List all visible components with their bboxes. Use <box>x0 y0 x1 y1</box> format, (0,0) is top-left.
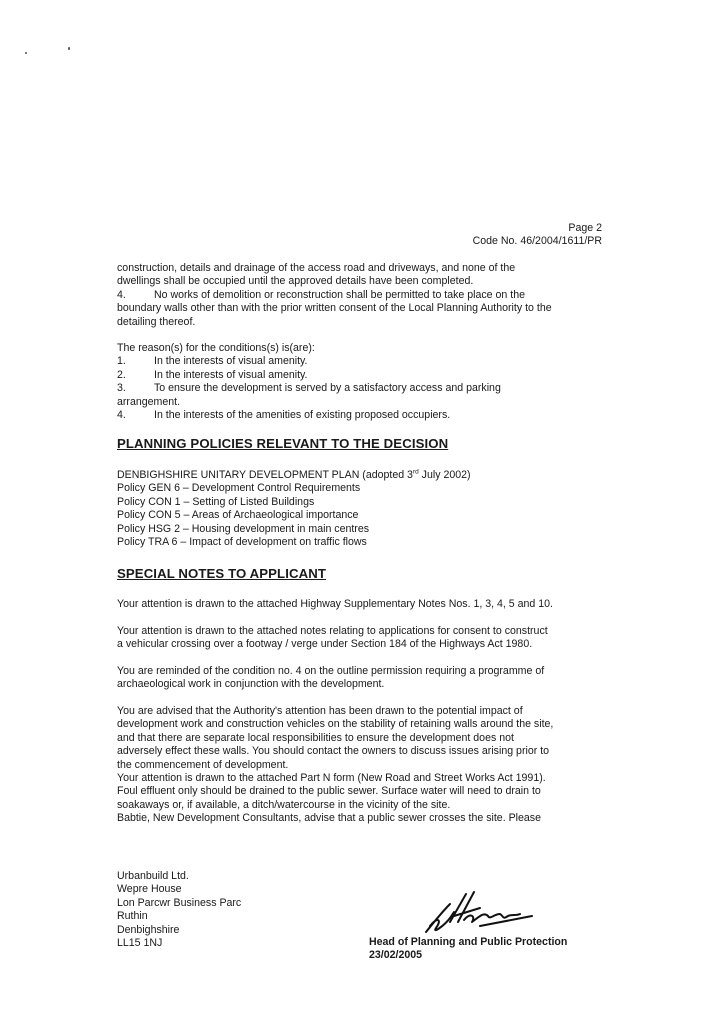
item-text: In the interests of the amenities of existing proposed occupiers. <box>154 408 451 421</box>
text-line: Babtie, New Development Consultants, advise that a public sewer crosses the site. Please <box>117 812 541 825</box>
policy-item: Policy CON 5 – Areas of Archaeological importance <box>117 509 359 522</box>
signatory-block <box>369 936 567 963</box>
policy-item: Policy GEN 6 – Development Control Requirements <box>117 482 361 495</box>
text-line: construction, details and drainage of the access road and driveways, and none of the <box>117 262 516 274</box>
item-number: 4. <box>117 408 126 421</box>
address-line: Ruthin <box>117 910 148 923</box>
text-line: Your attention is drawn to the attached Part N form (New Road and Street Works Act 1991). <box>117 771 546 784</box>
item-number: 4. <box>117 288 126 301</box>
note-paragraph-1 <box>117 598 607 611</box>
reasons-intro: The reason(s) for the conditions(s) is(are): <box>117 342 315 354</box>
note-paragraph-2 <box>117 625 607 652</box>
address-line: Lon Parcwr Business Parc <box>117 896 242 909</box>
ordinal-suffix: rd <box>412 468 419 476</box>
item-text: In the interests of visual amenity. <box>154 368 308 381</box>
code-number: Code No. 46/2004/1611/PR <box>472 235 602 248</box>
condition-item-4 <box>117 289 607 302</box>
text-line: dwellings shall be occupied until the approved details have been completed. <box>117 275 474 288</box>
address-line: LL15 1NJ <box>117 936 163 949</box>
text-line: boundary walls other than with the prior written consent of the Local Planning Authority to the <box>117 302 552 315</box>
reason-item <box>117 382 607 395</box>
text-line: and that there are separate local responsibilities to ensure the development does not <box>117 731 514 744</box>
reason-item <box>117 369 607 382</box>
reasons-list <box>117 342 607 422</box>
signatory-title: Head of Planning and Public Protection <box>369 936 568 948</box>
text-line: soakaways or, if available, a ditch/watercourse in the vicinity of the site. <box>117 798 451 811</box>
scan-speck <box>68 47 70 50</box>
reason-item-continuation: arrangement. <box>117 395 181 408</box>
policy-item: Policy CON 1 – Setting of Listed Buildings <box>117 495 315 508</box>
reason-item <box>117 355 607 368</box>
text-line: You are reminded of the condition no. 4 on the outline permission requiring a programme of <box>117 665 545 677</box>
page-header <box>473 222 602 249</box>
address-line: Denbighshire <box>117 923 180 936</box>
recipient-address <box>117 870 241 950</box>
text-line: Your attention is drawn to the attached Highway Supplementary Notes Nos. 1, 3, 4, 5 and 10. <box>117 598 553 610</box>
text-line: development work and construction vehicles on the stability of retaining walls around the site, <box>117 718 554 731</box>
item-text: To ensure the development is served by a satisfactory access and parking <box>154 382 501 395</box>
text-line: the commencement of development. <box>117 758 289 771</box>
page-number: Page 2 <box>568 222 602 234</box>
text-line: You are advised that the Authority's attention has been drawn to the potential impact of <box>117 705 523 717</box>
text-line: Your attention is drawn to the attached notes relating to applications for consent to construct <box>117 625 548 637</box>
text-line: archaeological work in conjunction with the development. <box>117 678 385 691</box>
note-paragraph-3 <box>117 665 607 692</box>
item-number: 3. <box>117 382 126 395</box>
item-number: 1. <box>117 355 126 368</box>
plan-date: July 2002) <box>418 469 471 481</box>
policy-item: Policy TRA 6 – Impact of development on traffic flows <box>117 535 367 548</box>
policy-item: Policy HSG 2 – Housing development in main centres <box>117 522 370 535</box>
item-number: 2. <box>117 368 126 381</box>
policies-list <box>117 469 607 549</box>
text-line: adversely effect these walls. You should contact the owners to discuss issues arising prior to <box>117 745 550 758</box>
text-line: Foul effluent only should be drained to the public sewer. Surface water will need to drain to <box>117 785 541 798</box>
item-text: In the interests of visual amenity. <box>154 355 308 368</box>
text-line: a vehicular crossing over a footway / verge under Section 184 of the Highways Act 1980. <box>117 638 533 651</box>
notes-heading: SPECIAL NOTES TO APPLICANT <box>117 566 326 581</box>
signature-date: 23/02/2005 <box>369 949 423 962</box>
policies-heading: PLANNING POLICIES RELEVANT TO THE DECISION <box>117 436 449 451</box>
reason-item <box>117 409 607 422</box>
conditions-continuation <box>117 262 607 329</box>
scan-speck <box>25 52 27 54</box>
address-line: Urbanbuild Ltd. <box>117 870 189 882</box>
note-paragraph-4 <box>117 705 607 826</box>
address-line: Wepre House <box>117 883 182 896</box>
plan-text: DENBIGHSHIRE UNITARY DEVELOPMENT PLAN (adopted 3 <box>117 469 413 481</box>
development-plan <box>117 469 607 482</box>
text-line: detailing thereof. <box>117 315 196 328</box>
signature-icon <box>420 886 540 938</box>
item-text: No works of demolition or reconstruction shall be permitted to take place on the <box>154 288 525 301</box>
